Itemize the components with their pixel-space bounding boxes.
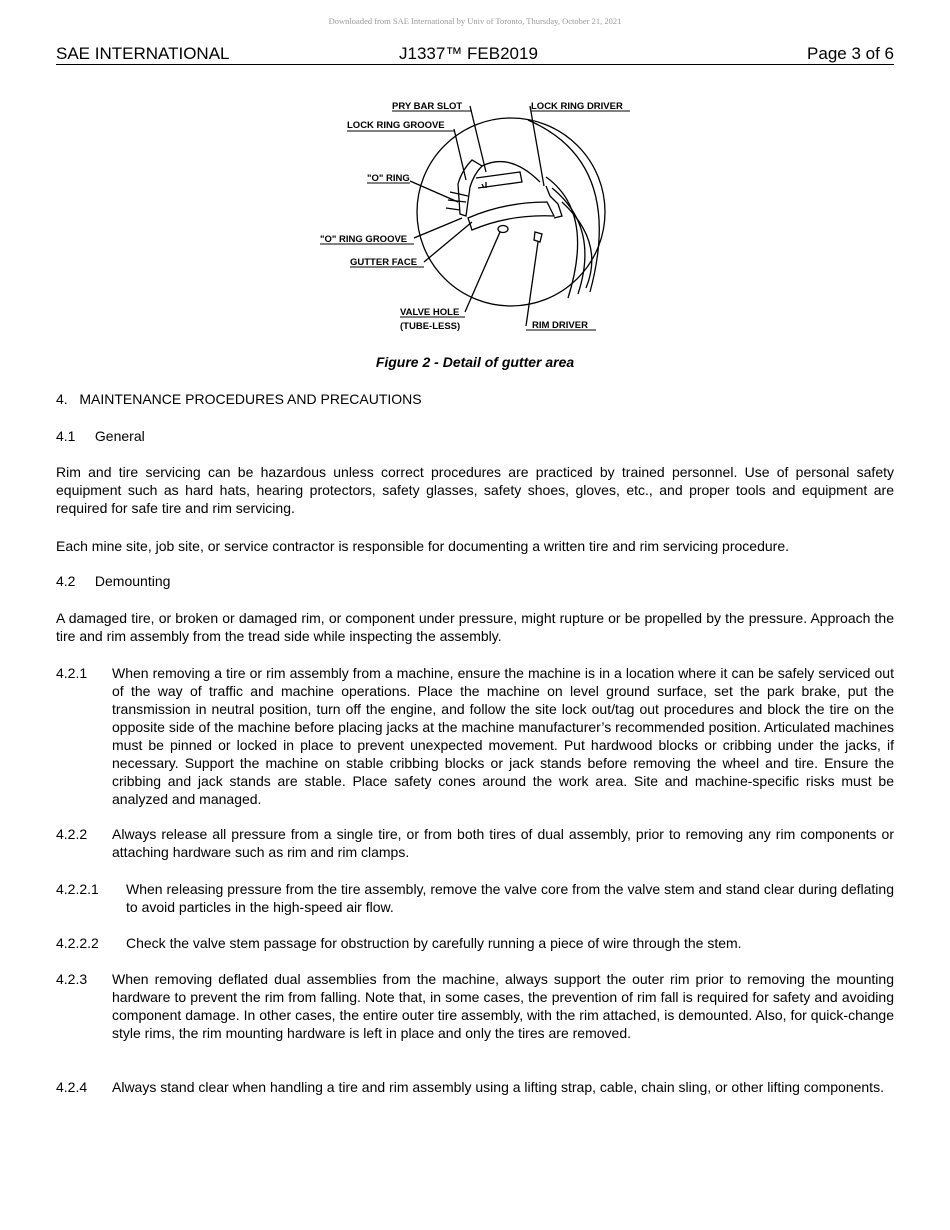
item-number: 4.2.4	[56, 1079, 88, 1095]
label-o-ring-groove: "O" RING GROOVE	[320, 234, 408, 245]
header-document-id: J1337™ FEB2019	[399, 44, 538, 63]
section-4-1-heading: 4.1 General	[56, 428, 145, 444]
label-lock-ring-groove: LOCK RING GROOVE	[347, 120, 445, 131]
section-4-2-paragraph-1: A damaged tire, or broken or damaged rim, or component under pressure, might rupture or be propelled by the pressure. Approach the tire and rim assembly from the tread side while inspecting the assembly.	[56, 610, 894, 644]
gutter-detail-drawing	[300, 92, 650, 342]
download-watermark: Downloaded from SAE International by Univ of Toronto, Thursday, October 21, 2021	[328, 16, 622, 26]
item-text: Always release all pressure from a single tire, or from both tires of dual assembly, prior to removing any rim components or attaching hardware such as rim and rim clamps.	[112, 826, 894, 860]
list-item	[56, 880, 894, 916]
header-page-number: Page 3 of 6	[807, 44, 894, 63]
item-number: 4.2.1	[56, 665, 88, 681]
list-item	[56, 1078, 894, 1096]
page-header	[56, 44, 894, 65]
label-rim-driver: RIM DRIVER	[532, 320, 588, 331]
item-number: 4.2.2.1	[56, 881, 99, 897]
section-4-1-paragraph-1: Rim and tire servicing can be hazardous unless correct procedures are practiced by trained personnel. Use of personal safety equipment such as hard hats, hearing protectors, safety glasses, safety shoes, gloves, etc., and proper tools and equipment are required for safe tire and rim servicing.	[56, 464, 894, 516]
label-lock-ring-driver: LOCK RING DRIVER	[531, 101, 623, 112]
label-valve-hole-tubeless: (TUBE-LESS)	[400, 321, 461, 332]
list-item	[56, 934, 894, 952]
label-pry-bar-slot: PRY BAR SLOT	[392, 101, 463, 112]
item-text: When removing a tire or rim assembly from a machine, ensure the machine is in a location where it can be safely serviced out of the way of traffic and machine operations. Place the machine on level ground surface, set the park brake, put the transmission in neutral position, turn off the engine, and follow the site lock out/tag out procedures and block the tire on the opposite side of the machine before placing jacks at the machine manufacturer’s recommended position. Articulated machines must be pinned or locked in place to prevent unexpected movement. Put hardwood blocks or cribbing under the jacks, if necessary. Support the machine on stable cribbing blocks or jack stands before removing the wheel and tire. Ensure the cribbing and jack stands are stable. Place safety cones around the work area. Site and machine-specific risks must be analyzed and managed.	[112, 665, 894, 807]
section-4-heading: 4. MAINTENANCE PROCEDURES AND PRECAUTIONS	[56, 391, 422, 407]
item-number: 4.2.2	[56, 826, 88, 842]
figure-caption: Figure 2 - Detail of gutter area	[375, 354, 575, 370]
label-gutter-face: GUTTER FACE	[350, 257, 418, 268]
item-text: Check the valve stem passage for obstruction by carefully running a piece of wire through the stem.	[126, 935, 742, 951]
section-4-1-paragraph-2: Each mine site, job site, or service contractor is responsible for documenting a written tire and rim servicing procedure.	[56, 538, 789, 554]
label-o-ring: "O" RING	[367, 173, 410, 184]
item-text: When releasing pressure from the tire assembly, remove the valve core from the valve stem and stand clear during deflating to avoid particles in the high-speed air flow.	[126, 881, 894, 915]
header-organization: SAE INTERNATIONAL	[56, 44, 230, 63]
section-4-2-heading: 4.2 Demounting	[56, 573, 171, 589]
item-text: Always stand clear when handling a tire and rim assembly using a lifting strap, cable, chain sling, or other lifting components.	[112, 1079, 884, 1095]
label-valve-hole: VALVE HOLE	[400, 307, 460, 318]
item-number: 4.2.3	[56, 971, 88, 987]
detail-circle	[417, 118, 605, 306]
list-item	[56, 825, 894, 861]
gutter-detail-figure	[300, 92, 650, 342]
list-item	[56, 664, 894, 808]
item-number: 4.2.2.2	[56, 935, 99, 951]
item-text: When removing deflated dual assemblies from the machine, always support the outer rim prior to removing the mounting hardware to prevent the rim from falling. Note that, in some cases, the prevention of rim fall is required for safety and avoiding component damage. In other cases, the entire outer tire assembly, with the rim attached, is demounted. Also, for quick-change style rims, the rim mounting hardware is left in place and only the tires are removed.	[112, 971, 894, 1041]
list-item	[56, 970, 894, 1042]
